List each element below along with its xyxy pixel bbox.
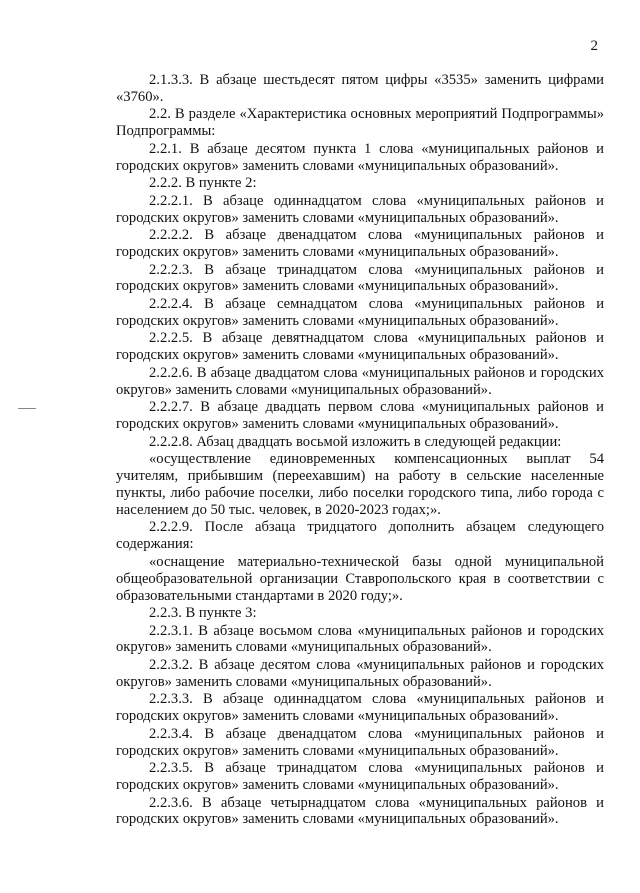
paragraph-2-2-3-1: 2.2.3.1. В абзаце восьмом слова «муниципальных районов и городских округов» заменить словами «муниципальных образований». <box>116 622 604 656</box>
paragraph-2-2-3-3: 2.2.3.3. В абзаце одиннадцатом слова «муниципальных районов и городских округов» заменить словами «муниципальных образований». <box>116 691 604 725</box>
paragraph-2-2-2-8: 2.2.2.8. Абзац двадцать восьмой изложить в следующей редакции: <box>149 433 562 450</box>
quoted-text-compensation: «осуществление единовременных компенсационных выплат 54 учителям, прибывшим (переехавшим) на работу в сельские населенные пункты, либо рабочие поселки, либо поселки городского типа, либо города с населением до 50 тыс. человек, в 2020-2023 годах;». <box>116 451 604 518</box>
paragraph-2-2-1: 2.2.1. В абзаце десятом пункта 1 слова «муниципальных районов и городских округов» заменить словами «муниципальных образований». <box>116 140 604 174</box>
quoted-text-equipment: «оснащение материально-технической базы одной муниципальной общеобразовательной организации Ставропольского края в соответствии с образовательными стандартами в 2020 году;». <box>116 553 604 604</box>
paragraph-2-2-3-2: 2.2.3.2. В абзаце десятом слова «муниципальных районов и городских округов» заменить словами «муниципальных образований». <box>116 656 604 690</box>
paragraph-2-2-2-1: 2.2.2.1. В абзаце одиннадцатом слова «муниципальных районов и городских округов» заменить словами «муниципальных образований». <box>116 192 604 226</box>
document-body <box>116 72 604 829</box>
paragraph-2-2-2-5: 2.2.2.5. В абзаце девятнадцатом слова «муниципальных районов и городских округов» заменить словами «муниципальных образований». <box>116 330 604 364</box>
page-number: 2 <box>590 38 598 54</box>
paragraph-2-1-3-3: 2.1.3.3. В абзаце шестьдесят пятом цифры «3535» заменить цифрами «3760». <box>116 72 604 105</box>
paragraph-2-2-3-5: 2.2.3.5. В абзаце тринадцатом слова «муниципальных районов и городских округов» заменить словами «муниципальных образований». <box>116 760 604 794</box>
paragraph-2-2-2-3: 2.2.2.3. В абзаце тринадцатом слова «муниципальных районов и городских округов» заменить словами «муниципальных образований». <box>116 261 604 295</box>
paragraph-2-2-2: 2.2.2. В пункте 2: <box>149 175 257 192</box>
paragraph-2-2: 2.2. В разделе «Характеристика основных мероприятий Подпрограммы» Подпрограммы: <box>116 106 604 140</box>
paragraph-2-2-2-7: 2.2.2.7. В абзаце двадцать первом слова «муниципальных районов и городских округов» заменить словами «муниципальных образований». <box>116 399 604 433</box>
paragraph-2-2-2-6: 2.2.2.6. В абзаце двадцатом слова «муниципальных районов и городских округов» заменить словами «муниципальных образований». <box>116 364 604 398</box>
paragraph-2-2-2-2: 2.2.2.2. В абзаце двенадцатом слова «муниципальных районов и городских округов» заменить словами «муниципальных образований». <box>116 227 604 261</box>
paragraph-2-2-3: 2.2.3. В пункте 3: <box>149 605 257 621</box>
paragraph-2-2-2-4: 2.2.2.4. В абзаце семнадцатом слова «муниципальных районов и городских округов» заменить словами «муниципальных образований». <box>116 295 604 329</box>
paragraph-2-2-3-4: 2.2.3.4. В абзаце двенадцатом слова «муниципальных районов и городских округов» заменить словами «муниципальных образований». <box>116 725 604 759</box>
margin-mark <box>18 408 36 409</box>
paragraph-2-2-3-6: 2.2.3.6. В абзаце четырнадцатом слова «муниципальных районов и городских округов» заменить словами «муниципальных образований». <box>116 794 604 828</box>
paragraph-2-2-2-9: 2.2.2.9. После абзаца тридцатого дополнить абзацем следующего содержания: <box>116 519 604 553</box>
